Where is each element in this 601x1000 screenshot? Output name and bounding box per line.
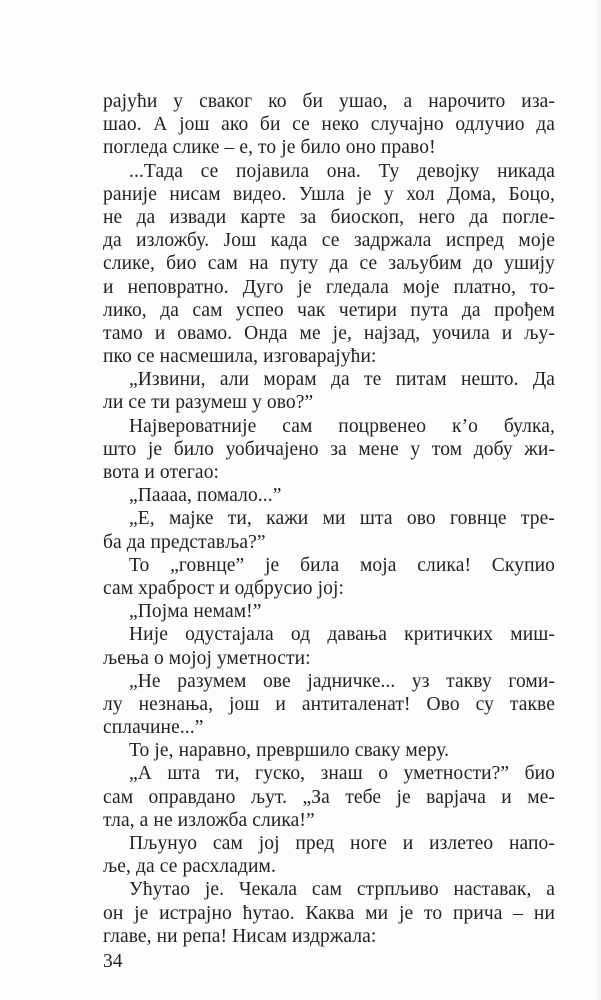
text-line: Пљунуо сам јој пред ноге и излетео напо- <box>129 833 555 854</box>
text-line: „Не разумем ове јадничке... уз такву гоми- <box>129 670 555 692</box>
text-line: сплачине...” <box>103 717 204 739</box>
text-line: Највероватније сам поцрвенео к’о булка, <box>129 415 555 437</box>
text-line: главе, ни репа! Нисам издржала: <box>103 925 377 947</box>
text-line: слике, био сам на путу да се заљубим до ушију <box>103 253 555 275</box>
text-line: вота и отегао: <box>103 462 220 483</box>
text-line: сам храброст и одбрусио јој: <box>103 577 344 599</box>
text-line: да изложбу. Још када се задржала испред моје <box>103 230 555 252</box>
text-line: ...Тада се појавила она. Ту девојку никада <box>129 160 555 182</box>
text-line: пко се насмешила, изговарајући: <box>103 346 377 368</box>
text-line: погледа слике – е, то је било оно право! <box>103 137 436 159</box>
text-line: рајући у сваког ко би ушао, а нарочито иза- <box>103 91 555 112</box>
text-line: ли се ти разумеш у ово?” <box>103 392 314 414</box>
text-line: он је истрајно ћутао. Каква ми је то прича – ни <box>103 902 555 924</box>
text-line: тла, а не изложба слика!” <box>103 809 315 831</box>
text-line: ље, да се расхладим. <box>103 856 276 878</box>
text-line: лико, да сам успео чак четири пута да прођем <box>103 299 555 321</box>
body-text <box>103 90 555 948</box>
text-line: не да извади карте за биоскоп, него да погле- <box>103 206 555 228</box>
text-line: Ућутао је. Чекала сам стрпљиво наставак, а <box>129 879 555 901</box>
text-line: сам оправдано љут. „За тебе је варјача и ме- <box>103 786 555 808</box>
text-line: што је било уобичајено за мене у том добу жи- <box>103 438 555 460</box>
text-line: и неповратно. Дуго је гледала моје платно, то- <box>103 276 555 298</box>
text-line: „Е, мајке ти, кажи ми шта ово говнце тре- <box>129 508 555 530</box>
text-line: тамо и овамо. Онда ме је, најзад, уочила и љу- <box>103 322 555 344</box>
text-line: љења о мојој уметности: <box>103 647 311 669</box>
text-line: лу незнања, још и антиталенат! Ово су такве <box>103 693 555 715</box>
text-line: ба да представља?” <box>103 531 266 553</box>
text-line: „Појма немам!” <box>129 601 262 623</box>
text-line: раније нисам видео. Ушла је у хол Дома, Боцо, <box>103 183 555 205</box>
text-line: „Пaaaa, помало...” <box>129 485 282 507</box>
text-line: „А шта ти, гуско, знаш о уметности?” био <box>129 763 555 785</box>
text-line: „Извини, али морам да те питам нешто. Да <box>129 369 555 391</box>
page-edge-shadow <box>595 0 601 1000</box>
text-line: Није одустајала од давања критичких миш- <box>129 624 555 646</box>
text-line: То „говнце” је била моја слика! Скупио <box>129 554 555 576</box>
text-line: шао. А још ако би се неко случајно одлучио да <box>103 114 555 136</box>
text-line: То је, наравно, превршило сваку меру. <box>129 740 450 762</box>
page-number: 34 <box>103 951 123 972</box>
